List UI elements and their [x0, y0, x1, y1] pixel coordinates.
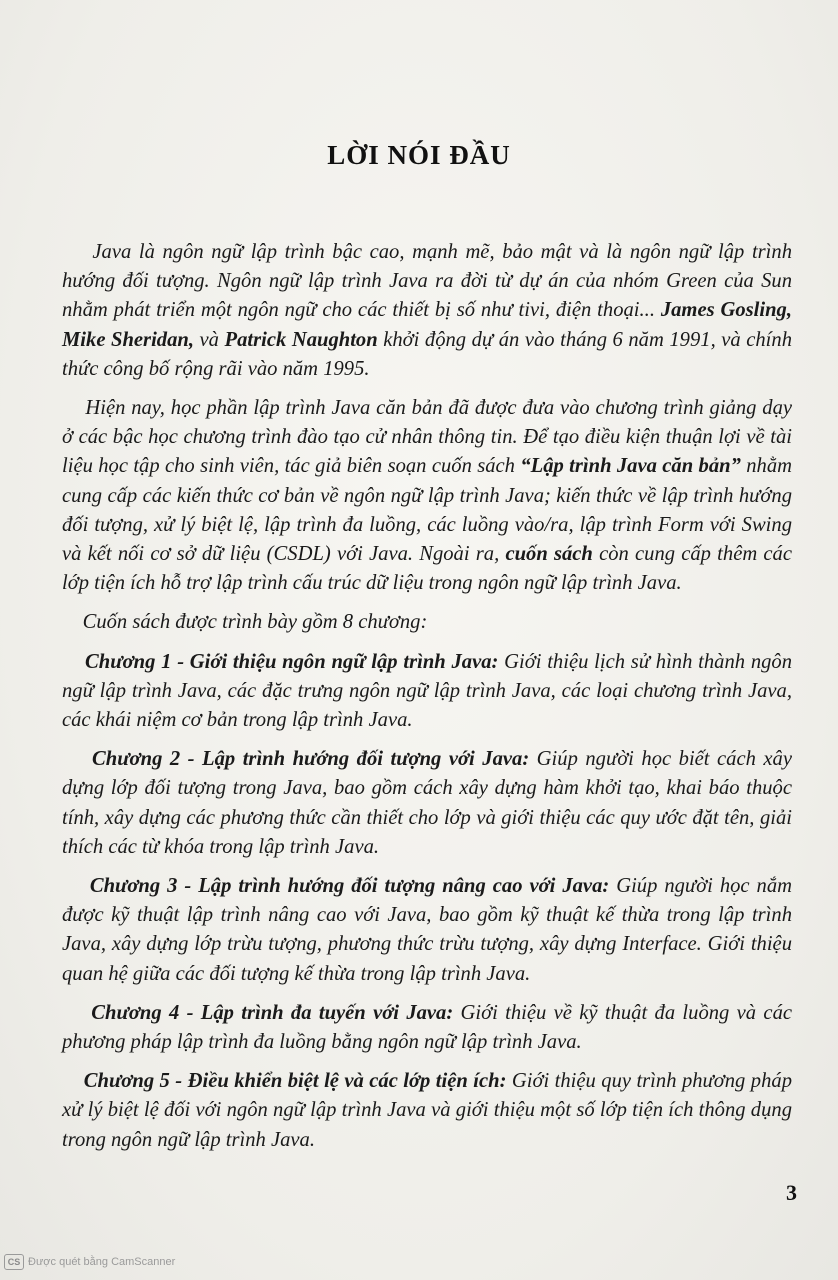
preface-body: [62, 238, 792, 1165]
chapter-heading: Chương 5 - Điều khiển biệt lệ và các lớp tiện ích:: [83, 1070, 507, 1093]
paragraph-purpose: [62, 394, 792, 598]
scanner-watermark: [4, 1254, 175, 1270]
scanner-watermark-text: Được quét bằng CamScanner: [28, 1256, 176, 1268]
chapter-3-summary: [62, 872, 792, 989]
paragraph-text: khởi động dự án vào tháng 6 năm 1991, và chính thức công bố rộng rãi vào năm 1995.: [62, 328, 792, 380]
emphasis-text: cuốn sách: [505, 543, 593, 566]
page-title: LỜI NÓI ĐẦU: [327, 140, 511, 170]
paragraph-intro: [62, 238, 792, 384]
paragraph-text: và: [194, 328, 225, 351]
book-title: “Lập trình Java căn bản”: [520, 455, 741, 478]
chapter-heading: Chương 3 - Lập trình hướng đối tượng nâng cao với Java:: [89, 875, 610, 898]
paragraph-text: còn cung cấp thêm các lớp tiện ích hỗ trợ lập trình cấu trúc dữ liệu trong ngôn ngữ lập trình Java.: [62, 543, 792, 595]
paragraph-text: Java là ngôn ngữ lập trình bậc cao, mạnh mẽ, bảo mật và là ngôn ngữ lập trình hướng đối tượng. Ngôn ngữ lập trình Java ra đời từ dự án của nhóm Green của Sun nhằm phát triển một ngôn ngữ cho các thiết bị số như tivi, điện thoại...: [62, 241, 793, 322]
author-names: James Gosling, Mike Sheridan,: [62, 299, 792, 351]
paragraph-text: Hiện nay, học phần lập trình Java căn bản đã được đưa vào chương trình giảng dạy ở các bậc học chương trình đào tạo cử nhân thông tin. Để tạo điều kiện thuận lợi về tài liệu học tập cho sinh viên, tác giả biên soạn cuốn sách: [62, 397, 793, 478]
paragraph-text: nhằm cung cấp các kiến thức cơ bản về ngôn ngữ lập trình Java; kiến thức về lập trình hướng đối tượng, xử lý biệt lệ, lập trình đa luồng, các luồng vào/ra, lập trình Form với Swing và kết nối cơ sở dữ liệu (CSDL) với Java. Ngoài ra,: [62, 455, 792, 566]
chapter-description: Giới thiệu về kỹ thuật đa luồng và các phương pháp lập trình đa luồng bằng ngôn ngữ lập trình Java.: [62, 1001, 793, 1054]
chapter-heading: Chương 2 - Lập trình hướng đối tượng với Java:: [92, 748, 530, 771]
chapter-4-summary: [62, 999, 792, 1057]
paragraph-chapter-intro: [62, 608, 792, 637]
chapter-heading: Chương 4 - Lập trình đa tuyến với Java:: [91, 1001, 454, 1024]
paragraph-text: Cuốn sách được trình bày gồm 8 chương:: [82, 611, 428, 634]
chapter-description: Giúp người học nắm được kỹ thuật lập trình nâng cao với Java, bao gồm kỹ thuật kế thừa trong lập trình Java, xây dựng lớp trừu tượng, phương thức trừu tượng, xây dựng Interface. Giới thiệu quan hệ giữa các đối tượng kế thừa trong lập trình Java.: [62, 875, 792, 985]
chapter-1-summary: [62, 648, 792, 736]
author-name: Patrick Naughton: [224, 328, 378, 351]
chapter-heading: Chương 1 - Giới thiệu ngôn ngữ lập trình Java:: [85, 650, 499, 673]
chapter-description: Giới thiệu quy trình phương pháp xử lý biệt lệ đối với ngôn ngữ lập trình Java và giới thiệu một số lớp tiện ích thông dụng trong ngôn ngữ lập trình Java.: [62, 1070, 792, 1151]
chapter-description: Giúp người học biết cách xây dựng lớp đối tượng trong Java, bao gồm cách xây dựng hàm khởi tạo, khai báo thuộc tính, xây dựng các phương thức cần thiết cho lớp và giới thiệu các quy ước đặt tên, giải thích các từ khóa trong lập trình Java.: [62, 748, 792, 858]
chapter-2-summary: [62, 745, 792, 862]
chapter-5-summary: [62, 1067, 792, 1155]
page-number: 3: [786, 1180, 797, 1205]
chapter-description: Giới thiệu lịch sử hình thành ngôn ngữ lập trình Java, các đặc trưng ngôn ngữ lập trình Java, các loại chương trình Java, các khái niệm cơ bản trong lập trình Java.: [62, 650, 793, 732]
camscanner-logo-icon: CS: [4, 1254, 24, 1270]
